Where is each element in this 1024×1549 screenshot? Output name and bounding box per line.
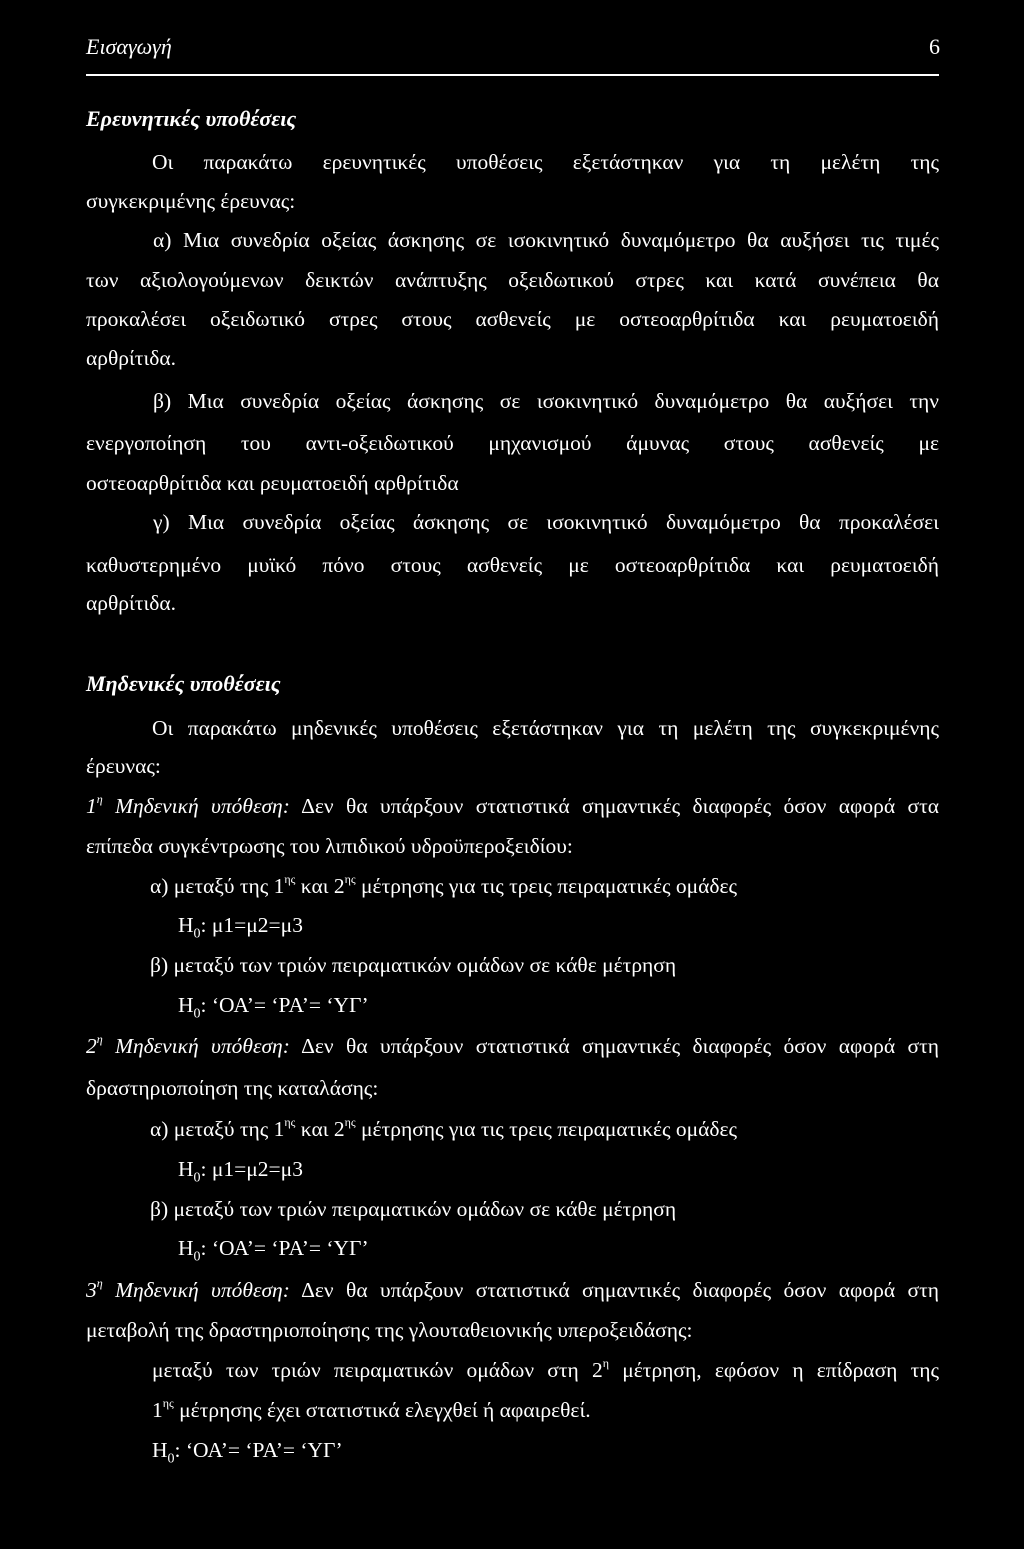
text-line: οστεοαρθρίτιδα και ρευματοειδή αρθρίτιδα — [86, 471, 459, 495]
null-1-h0-formula: $H_0$: μ1=μ2=μ3 — [178, 913, 303, 942]
null-2-h0-formula: $H_0$: μ1=μ2=μ3 — [178, 1157, 303, 1186]
text-line: γ) Μια συνεδρία οξείας άσκησης σε ισοκινητικό δυναμόμετρο θα προκαλέσει — [153, 510, 939, 534]
text-line: $2^\eta$ Μηδενική υπόθεση: Δεν θα υπάρξουν στατιστικά σημαντικές διαφορές όσον αφορά στη — [86, 1031, 939, 1058]
text-line: $1^\eta$ Μηδενική υπόθεση: Δεν θα υπάρξουν στατιστικά σημαντικές διαφορές όσον αφορά στα — [86, 791, 939, 818]
text-line: μεταβολή της δραστηριοποίησης της γλουταθειονικής υπεροξειδάσης: — [86, 1318, 693, 1342]
null-3-h0-groups: $H_0$: ‘ΟΑ’= ‘ΡΑ’= ‘ΥΓ’ — [152, 1438, 343, 1467]
text-line: $3^\eta$ Μηδενική υπόθεση: Δεν θα υπάρξουν στατιστικά σημαντικές διαφορές όσον αφορά στη — [86, 1275, 939, 1302]
text-line: συγκεκριμένης έρευνας: — [86, 189, 296, 213]
null-1-h0-groups: $H_0$: ‘ΟΑ’= ‘ΡΑ’= ‘ΥΓ’ — [178, 993, 369, 1022]
null-1-item-a: α) μεταξύ της $1^{\eta\varsigma}$ και $2^{\eta\varsigma}$ μέτρησης για τις τρεις πειραματικές ομάδες — [150, 871, 738, 898]
text-line: Οι παρακάτω μηδενικές υποθέσεις εξετάστηκαν για τη μελέτη της συγκεκριμένης — [152, 716, 939, 740]
null-2-item-a: α) μεταξύ της $1^{\eta\varsigma}$ και $2^{\eta\varsigma}$ μέτρησης για τις τρεις πειραματικές ομάδες — [150, 1114, 738, 1141]
text-line: α) Μια συνεδρία οξείας άσκησης σε ισοκινητικό δυναμόμετρο θα αυξήσει τις τιμές — [153, 228, 939, 252]
research-hypotheses-heading: Ερευνητικές υποθέσεις — [86, 106, 297, 131]
text-line: των αξιολογούμενων δεικτών ανάπτυξης οξειδωτικού στρες και κατά συνέπεια θα — [86, 268, 939, 292]
header-rule — [86, 74, 939, 76]
text-line: ενεργοποίηση του αντι-οξειδωτικού μηχανισμού άμυνας στους ασθενείς με — [86, 431, 939, 455]
text-line: $1^{\eta\varsigma}$ μέτρησης έχει στατιστικά ελεγχθεί ή αφαιρεθεί. — [152, 1395, 591, 1422]
text-line: μεταξύ των τριών πειραματικών ομάδων στη $2^\eta$ μέτρηση, εφόσον η επίδραση της — [152, 1355, 940, 1382]
text-line: δραστηριοποίηση της καταλάσης: — [86, 1076, 379, 1100]
running-header-title: Εισαγωγή — [86, 34, 172, 59]
null-1-item-b: β) μεταξύ των τριών πειραματικών ομάδων σε κάθε μέτρηση — [150, 953, 677, 977]
text-line: επίπεδα συγκέντρωσης του λιπιδικού υδροϋπεροξειδίου: — [86, 834, 573, 858]
text-line: Οι παρακάτω ερευνητικές υποθέσεις εξετάστηκαν για τη μελέτη της — [152, 150, 939, 174]
null-2-h0-groups: $H_0$: ‘ΟΑ’= ‘ΡΑ’= ‘ΥΓ’ — [178, 1236, 369, 1265]
text-line: αρθρίτιδα. — [86, 346, 176, 370]
text-line: καθυστερημένο μυϊκό πόνο στους ασθενείς με οστεοαρθρίτιδα και ρευματοειδή — [86, 553, 939, 577]
text-line: έρευνας: — [86, 754, 161, 778]
text-line: προκαλέσει οξειδωτικό στρες στους ασθενείς με οστεοαρθρίτιδα και ρευματοειδή — [86, 307, 939, 331]
null-2-item-b: β) μεταξύ των τριών πειραματικών ομάδων σε κάθε μέτρηση — [150, 1197, 677, 1221]
text-line: αρθρίτιδα. — [86, 591, 176, 615]
page-number: 6 — [929, 34, 940, 59]
text-line: β) Μια συνεδρία οξείας άσκησης σε ισοκινητικό δυναμόμετρο θα αυξήσει την — [153, 389, 939, 413]
null-hypotheses-heading: Μηδενικές υποθέσεις — [86, 671, 281, 696]
